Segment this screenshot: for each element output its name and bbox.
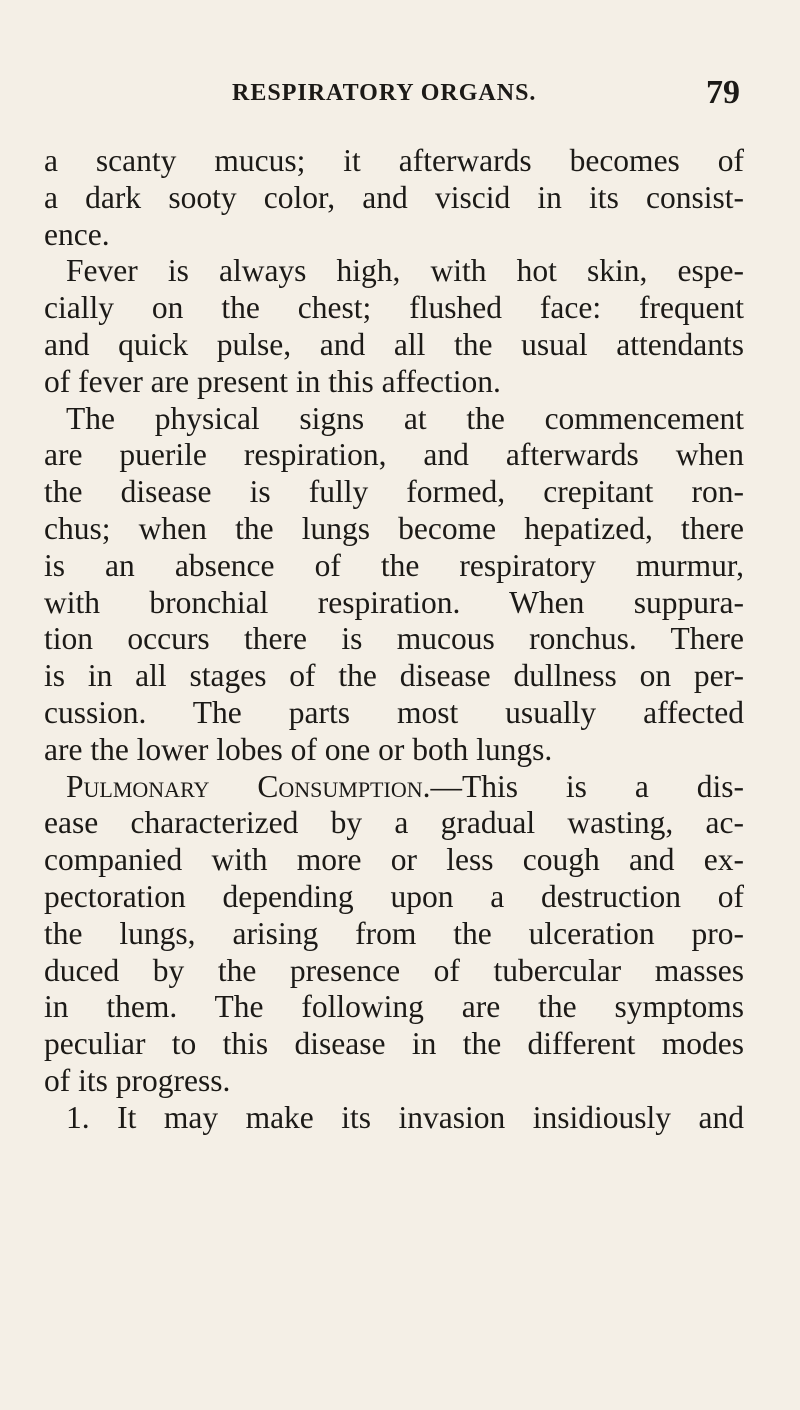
text-line: 1. It may make its invasion insidiously and xyxy=(66,1099,744,1135)
text-line: ence. xyxy=(44,216,110,252)
text-line: tion occurs there is mucous ronchus. There xyxy=(44,621,744,657)
text-line: cially on the chest; flushed face: frequent xyxy=(44,290,744,326)
text-line: chus; when the lungs become hepatized, there xyxy=(44,510,744,546)
text-line: of fever are present in this affection. xyxy=(44,363,501,399)
running-title: RESPIRATORY ORGANS. xyxy=(232,80,537,106)
text-line: pectoration depending upon a destruction of xyxy=(44,878,744,914)
section-heading-continuation: —This is a dis- xyxy=(430,768,744,804)
text-line: companied with more or less cough and ex- xyxy=(44,842,744,878)
text-line: are puerile respiration, and afterwards when xyxy=(44,437,744,473)
text-line: The physical signs at the commencement xyxy=(66,400,744,436)
text-line: peculiar to this disease in the different modes xyxy=(44,1026,744,1062)
page-number: 79 xyxy=(706,74,740,111)
text-line: of its progress. xyxy=(44,1062,231,1098)
text-line: ease characterized by a gradual wasting, ac- xyxy=(44,805,744,841)
text-line: with bronchial respiration. When suppura- xyxy=(44,584,744,620)
body-text xyxy=(44,143,744,1137)
text-line: a scanty mucus; it afterwards becomes of xyxy=(44,143,744,178)
section-heading: Pulmonary Consumption. xyxy=(66,768,431,804)
text-line: a dark sooty color, and viscid in its consist- xyxy=(44,179,744,215)
text-line: and quick pulse, and all the usual attendants xyxy=(44,326,744,362)
text-line: cussion. The parts most usually affected xyxy=(44,694,744,730)
text-line: duced by the presence of tubercular masses xyxy=(44,952,744,988)
text-line: the disease is fully formed, crepitant ron- xyxy=(44,474,744,510)
text-line: the lungs, arising from the ulceration pro- xyxy=(44,915,744,951)
text-line: in them. The following are the symptoms xyxy=(44,989,744,1025)
text-line: are the lower lobes of one or both lungs. xyxy=(44,731,553,767)
section-heading-line xyxy=(44,769,744,806)
text-line: Fever is always high, with hot skin, espe- xyxy=(66,253,744,289)
text-line: is in all stages of the disease dullness on per- xyxy=(44,658,744,694)
running-head xyxy=(42,74,740,118)
text-line: is an absence of the respiratory murmur, xyxy=(44,547,744,583)
